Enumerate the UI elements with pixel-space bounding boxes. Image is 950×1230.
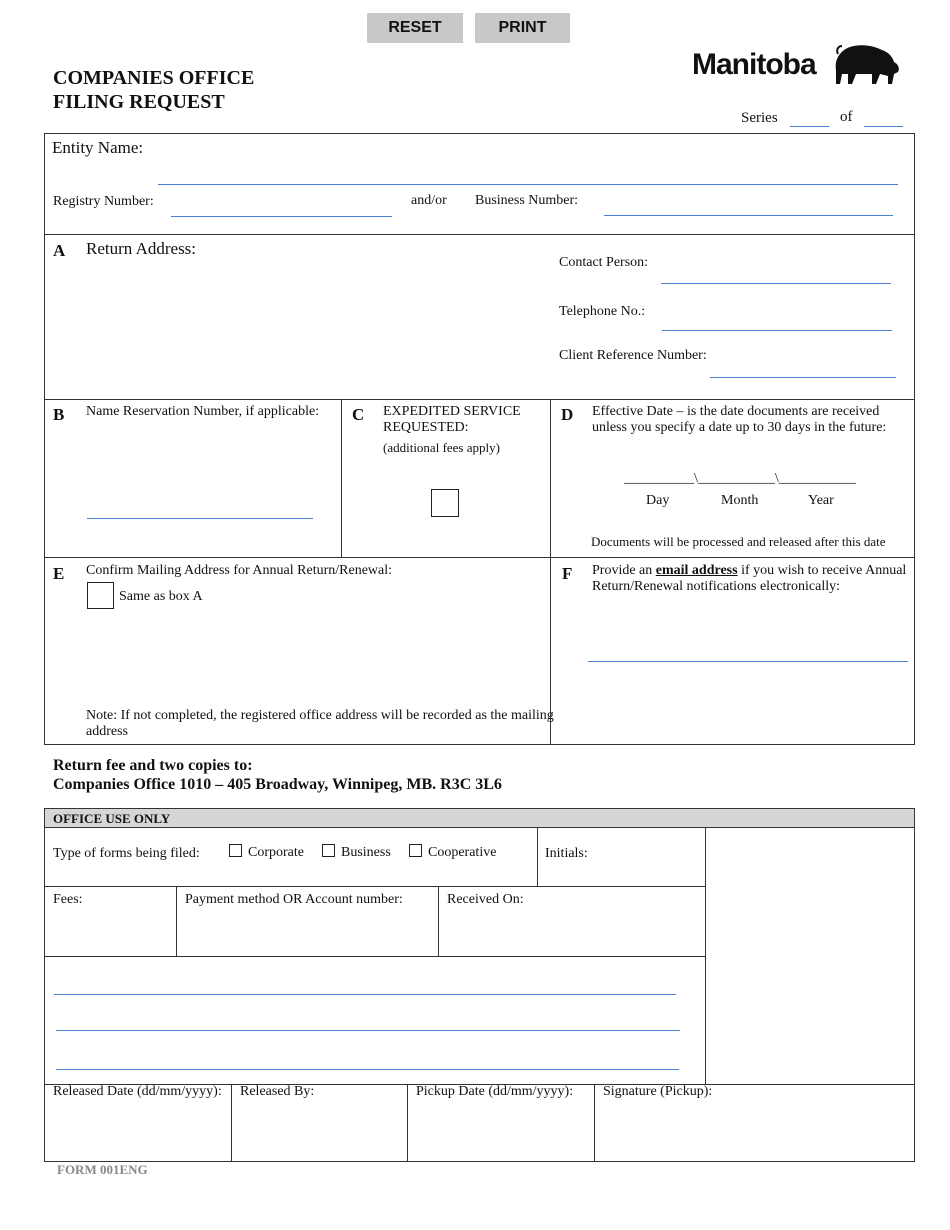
fees-label: Fees:	[53, 892, 83, 907]
released-by-divider	[407, 1084, 408, 1162]
logo-wordmark: Manitoba	[692, 48, 816, 81]
business-label: Business	[341, 845, 391, 860]
pickup-date-label: Pickup Date (dd/mm/yyyy):	[416, 1084, 574, 1099]
telephone-input[interactable]	[662, 330, 892, 331]
print-button[interactable]: PRINT	[475, 13, 570, 43]
contact-person-label: Contact Person:	[559, 255, 649, 270]
business-number-input[interactable]	[604, 215, 893, 216]
section-a	[44, 234, 915, 400]
expedited-note: (additional fees apply)	[383, 440, 500, 455]
email-input[interactable]	[588, 661, 908, 662]
released-by-label: Released By:	[240, 1084, 315, 1099]
pickup-date-divider	[594, 1084, 595, 1162]
payment-divider	[438, 886, 439, 957]
initials-label: Initials:	[545, 846, 588, 861]
section-c-letter: C	[352, 405, 365, 424]
month-label: Month	[721, 493, 759, 508]
name-reservation-label: Name Reservation Number, if applicable:	[86, 404, 320, 419]
entity-name-input[interactable]	[158, 184, 898, 185]
expedited-label-line2: REQUESTED:	[383, 420, 469, 435]
cooperative-checkbox[interactable]	[409, 844, 422, 857]
corporate-label: Corporate	[248, 845, 304, 860]
cooperative-label: Cooperative	[428, 845, 497, 860]
page-title	[53, 66, 254, 114]
contact-person-input[interactable]	[661, 283, 891, 284]
return-info-line1: Return fee and two copies to:	[53, 757, 253, 774]
day-label: Day	[646, 493, 670, 508]
series-input[interactable]	[790, 126, 829, 127]
reset-button[interactable]: RESET	[367, 13, 463, 43]
manitoba-logo	[692, 40, 902, 90]
mailing-note-line2: address	[86, 724, 128, 739]
office-row-divider-2	[44, 956, 705, 957]
forms-type-label: Type of forms being filed:	[53, 846, 200, 861]
return-info-line2: Companies Office 1010 – 405 Broadway, Winnipeg, MB. R3C 3L6	[53, 776, 502, 793]
effective-date-input[interactable]: __________\___________\___________	[624, 471, 856, 486]
expedited-checkbox[interactable]	[431, 489, 459, 517]
email-instruction-pre: Provide an	[592, 563, 656, 578]
registry-number-label: Registry Number:	[53, 194, 154, 209]
same-as-a-label: Same as box A	[119, 589, 203, 604]
office-use-header-bar	[45, 809, 914, 828]
section-a-letter: A	[53, 241, 66, 260]
office-right-divider	[705, 827, 706, 1084]
signature-pickup-label: Signature (Pickup):	[603, 1084, 713, 1099]
form-id: FORM 001ENG	[57, 1162, 148, 1177]
email-instruction-line1	[592, 563, 906, 579]
divider-bc	[341, 399, 342, 558]
section-d-letter: D	[561, 405, 574, 424]
initials-divider	[537, 827, 538, 886]
business-number-label: Business Number:	[475, 193, 579, 208]
year-label: Year	[808, 493, 834, 508]
same-as-a-checkbox[interactable]	[87, 582, 114, 609]
office-notes-line-2[interactable]	[56, 1030, 680, 1031]
released-date-divider	[231, 1084, 232, 1162]
name-reservation-input[interactable]	[87, 518, 313, 519]
effective-date-line1: Effective Date – is the date documents are received	[592, 404, 880, 419]
corporate-checkbox[interactable]	[229, 844, 242, 857]
mailing-note-line1: Note: If not completed, the registered office address will be recorded as the mailing	[86, 708, 554, 723]
client-reference-input[interactable]	[710, 377, 896, 378]
office-row-divider-1	[44, 886, 705, 887]
entity-name-label: Entity Name:	[52, 138, 144, 157]
of-label: of	[840, 109, 853, 125]
section-b-letter: B	[53, 405, 65, 424]
bison-icon	[832, 40, 902, 88]
expedited-label-line1: EXPEDITED SERVICE	[383, 404, 521, 419]
email-instruction-post: if you wish to receive Annual	[737, 563, 907, 578]
confirm-mailing-label: Confirm Mailing Address for Annual Return/Renewal:	[86, 563, 393, 578]
business-checkbox[interactable]	[322, 844, 335, 857]
received-on-label: Received On:	[447, 892, 524, 907]
effective-date-line2: unless you specify a date up to 30 days in the future:	[592, 420, 887, 435]
title-line-1: COMPANIES OFFICE	[53, 67, 255, 89]
email-address-emphasis: email address	[655, 563, 738, 578]
series-label: Series	[741, 110, 778, 126]
client-reference-label: Client Reference Number:	[559, 348, 707, 363]
registry-number-input[interactable]	[171, 216, 392, 217]
andor-label: and/or	[411, 193, 447, 208]
fees-divider	[176, 886, 177, 957]
return-address-label: Return Address:	[86, 239, 197, 258]
section-f-letter: F	[562, 564, 573, 583]
processing-note: Documents will be processed and released after this date	[591, 534, 886, 549]
section-e-letter: E	[53, 564, 65, 583]
office-use-header: OFFICE USE ONLY	[53, 811, 171, 826]
email-instruction-line2: Return/Renewal notifications electronically:	[592, 579, 841, 594]
office-notes-line-1[interactable]	[54, 994, 676, 995]
title-line-2: FILING REQUEST	[53, 91, 225, 113]
released-date-label: Released Date (dd/mm/yyyy):	[53, 1084, 222, 1099]
telephone-label: Telephone No.:	[559, 304, 646, 319]
series-of-input[interactable]	[864, 126, 903, 127]
office-notes-line-3[interactable]	[56, 1069, 679, 1070]
payment-label: Payment method OR Account number:	[185, 892, 403, 907]
